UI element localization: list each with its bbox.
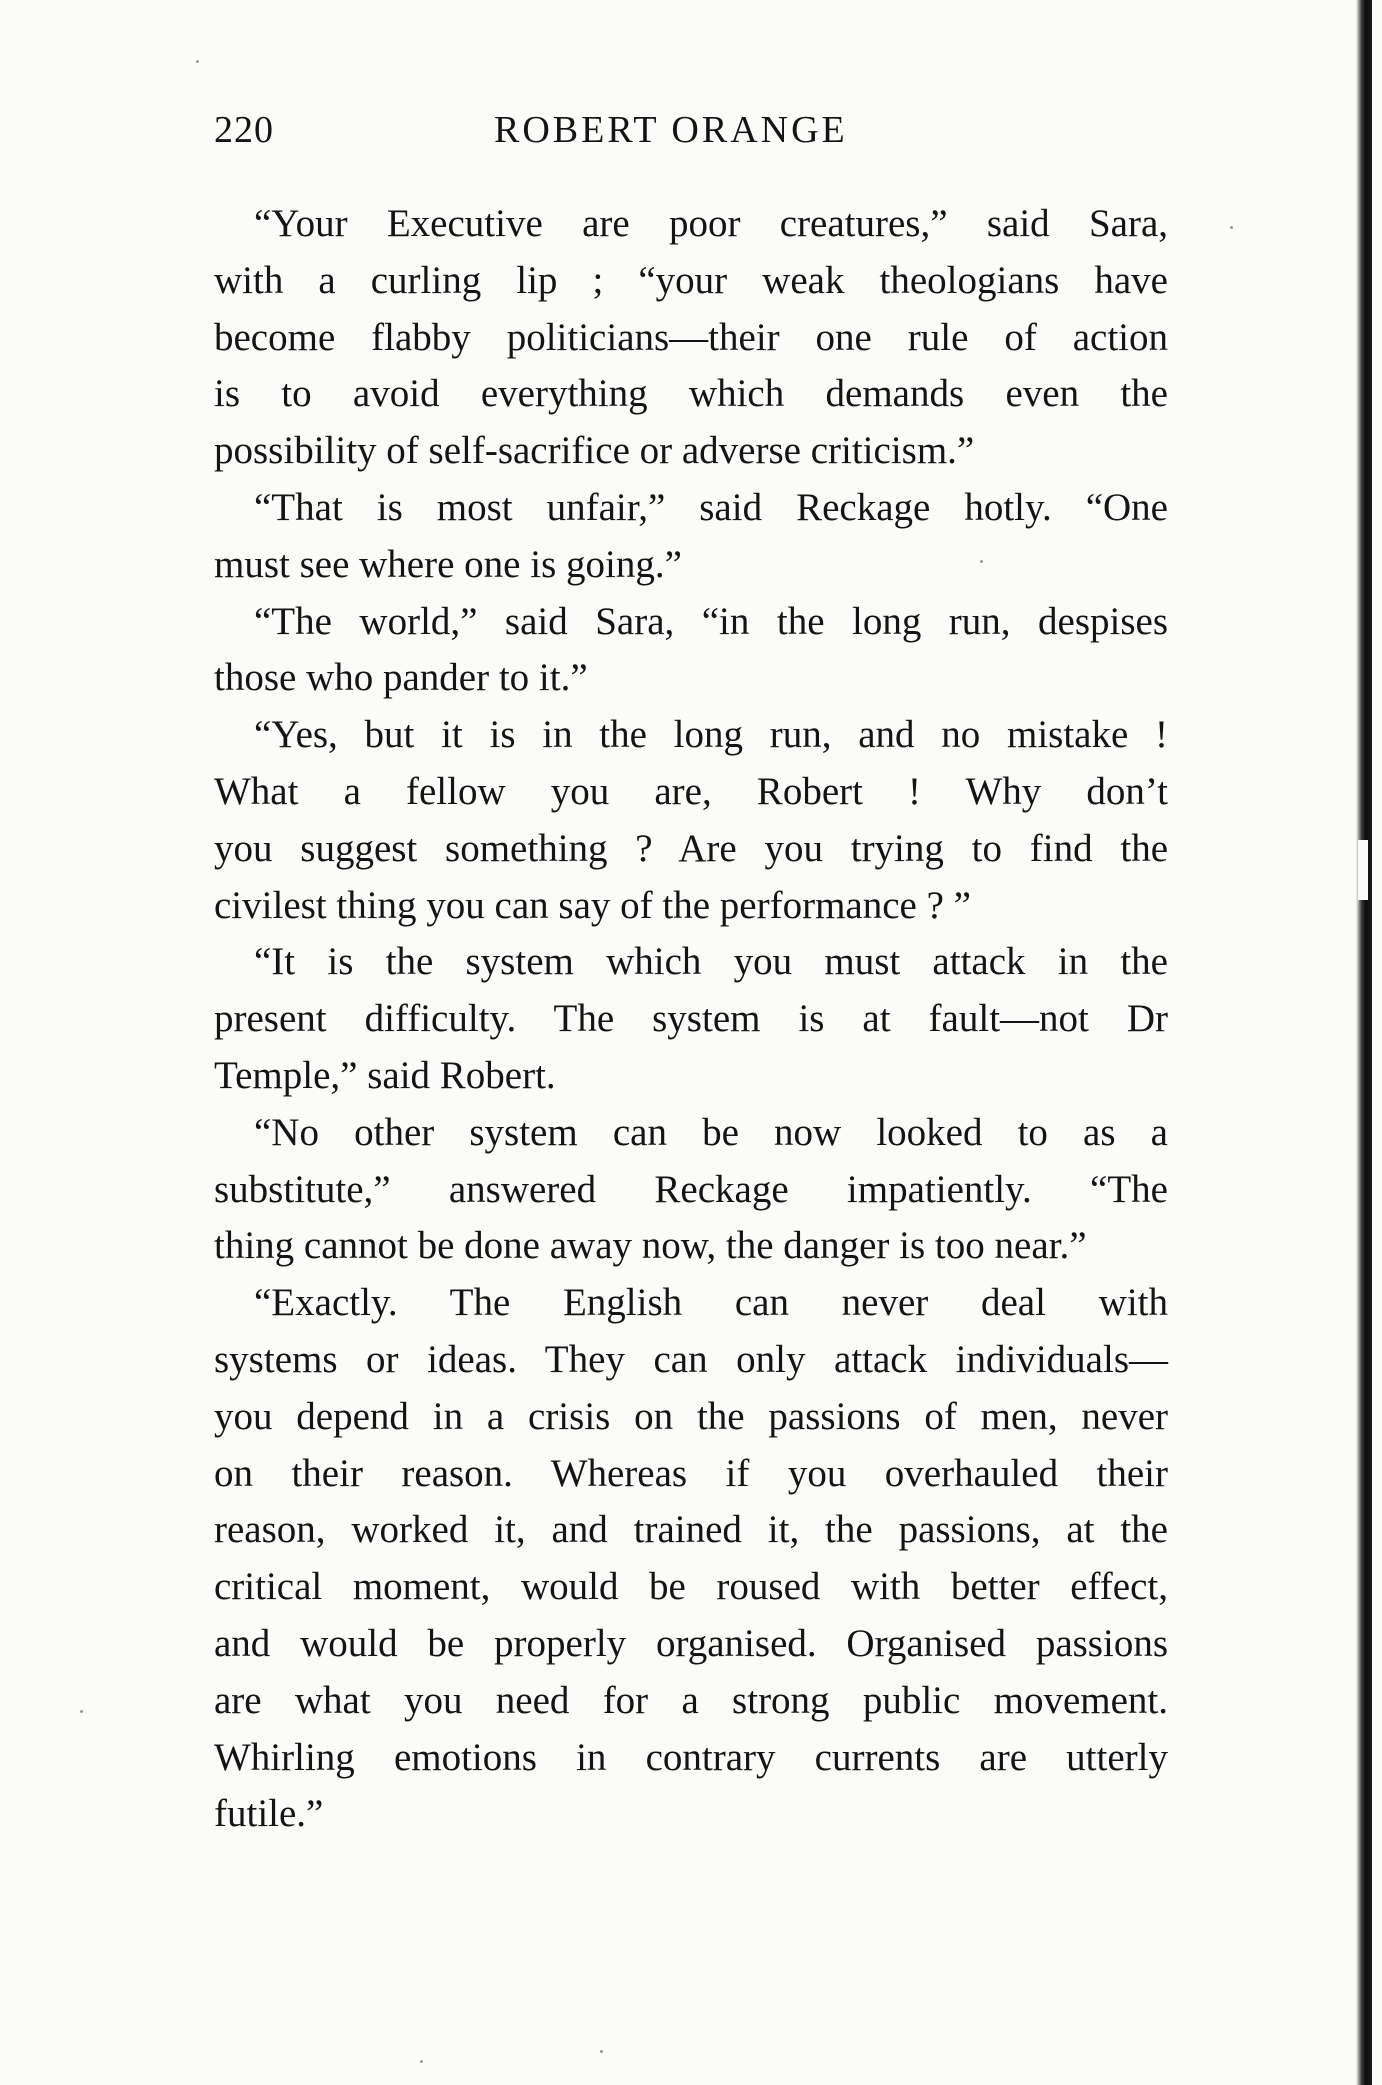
text-line: present difficulty. The system is at fault—not Dr [214, 997, 1168, 1041]
text-line: What a fellow you are, Robert ! Why don’t [214, 769, 1168, 813]
text-line: “It is the system which you must attack in the [254, 940, 1168, 984]
text-line: substitute,” answered Reckage impatiently. “The [214, 1167, 1168, 1211]
text-line: “That is most unfair,” said Reckage hotly. “One [254, 485, 1168, 529]
running-title: ROBERT ORANGE [494, 109, 848, 151]
text-line: are what you need for a strong public movement. [214, 1678, 1168, 1722]
text-line: futile.” [214, 1792, 324, 1836]
running-head [214, 108, 1174, 158]
page-edge-gap [1358, 840, 1368, 900]
paper-speck [420, 2060, 423, 2063]
body-text [214, 196, 1168, 1843]
text-line: must see where one is going.” [214, 542, 682, 586]
page-number: 220 [214, 109, 274, 151]
text-line: thing cannot be done away now, the danger is too near.” [214, 1224, 1087, 1268]
text-line: is to avoid everything which demands even the [214, 372, 1168, 416]
text-line: reason, worked it, and trained it, the passions, at the [214, 1508, 1168, 1552]
text-line: with a curling lip ; “your weak theologians have [214, 258, 1168, 302]
text-line: Whirling emotions in contrary currents are utterly [214, 1735, 1168, 1779]
paper-speck [80, 1710, 83, 1713]
paper-speck [1230, 226, 1233, 229]
text-line: Temple,” said Robert. [214, 1053, 556, 1097]
paper-speck [600, 2050, 603, 2053]
text-line: and would be properly organised. Organised passions [214, 1621, 1168, 1665]
page-edge-shadow [1356, 0, 1372, 2085]
paper-speck [980, 560, 983, 563]
text-line: civilest thing you can say of the performance ? ” [214, 883, 971, 927]
text-line: on their reason. Whereas if you overhauled their [214, 1451, 1168, 1495]
text-line: you depend in a crisis on the passions of men, never [214, 1394, 1168, 1438]
text-line: “Yes, but it is in the long run, and no mistake ! [254, 713, 1168, 757]
text-line: “No other system can be now looked to as a [254, 1110, 1168, 1154]
text-line: those who pander to it.” [214, 656, 588, 700]
text-line: you suggest something ? Are you trying to find the [214, 826, 1168, 870]
paper-speck [196, 60, 199, 63]
text-line: systems or ideas. They can only attack individuals— [214, 1337, 1168, 1381]
text-line: “The world,” said Sara, “in the long run, despises [254, 599, 1168, 643]
text-line: “Exactly. The English can never deal with [254, 1281, 1168, 1325]
text-line: become flabby politicians—their one rule of action [214, 315, 1168, 359]
text-line: critical moment, would be roused with better effect, [214, 1565, 1168, 1609]
text-line: “Your Executive are poor creatures,” said Sara, [254, 202, 1168, 245]
text-line: possibility of self-sacrifice or adverse criticism.” [214, 429, 975, 473]
